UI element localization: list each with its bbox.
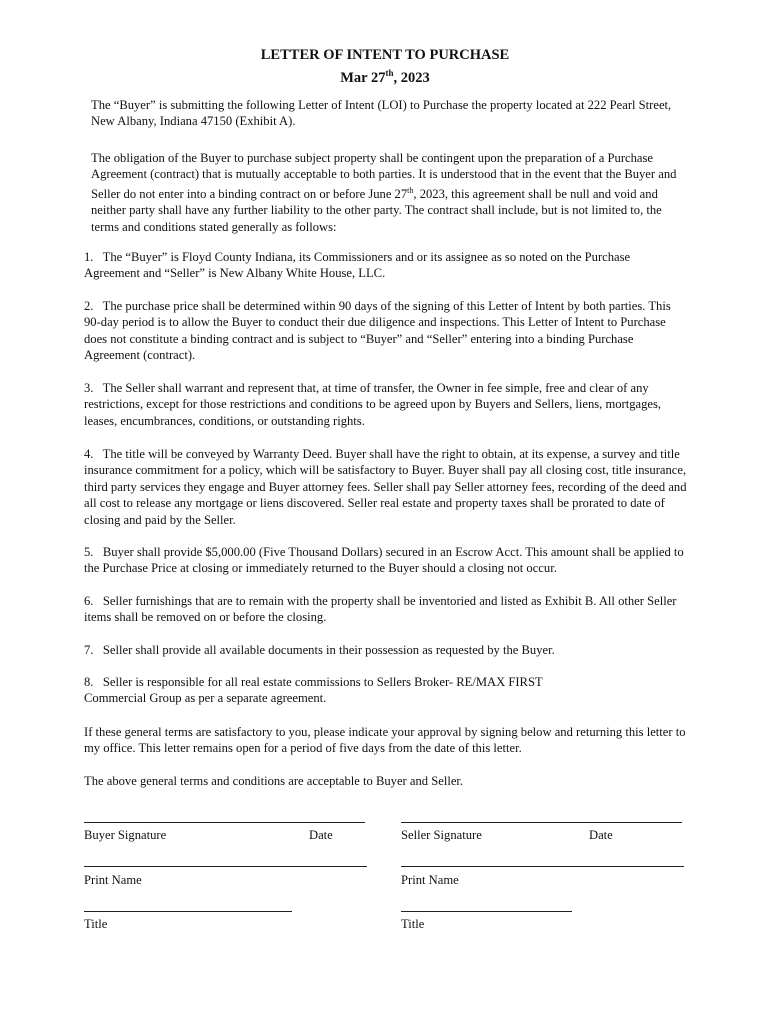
- obligation-ordinal: th: [407, 185, 414, 195]
- document-date: [0, 64, 770, 87]
- seller-title-line[interactable]: [401, 911, 572, 912]
- clause-5: 5. Buyer shall provide $5,000.00 (Five Thousand Dollars) secured in an Escrow Acct. This amount shall be applied to the Purchase Price at closing or immediately returned to the Buyer should a closing not occur.: [84, 545, 684, 576]
- buyer-title-label: Title: [84, 917, 108, 931]
- document-header: [0, 46, 770, 87]
- seller-title-label: Title: [401, 917, 425, 931]
- clause-8: 8. Seller is responsible for all real estate commissions to Sellers Broker- RE/MAX FIRST Commercial Group as per a separate agreement.: [84, 675, 543, 706]
- buyer-print-name-line[interactable]: [84, 866, 367, 867]
- clause-7: 7. Seller shall provide all available documents in their possession as requested by the Buyer.: [84, 643, 555, 657]
- seller-print-name-label: Print Name: [401, 873, 459, 887]
- closing-paragraph: If these general terms are satisfactory to you, please indicate your approval by signing below and returning this letter to my office. This letter remains open for a period of five days from the date of this letter.: [84, 725, 686, 756]
- clause-1: 1. The “Buyer” is Floyd County Indiana, its Commissioners and or its assignee as so noted on the Purchase Agreement and “Seller” is New Albany White House, LLC.: [84, 250, 631, 281]
- seller-print-name-line[interactable]: [401, 866, 684, 867]
- date-suffix: , 2023: [393, 69, 430, 86]
- clause-3: 3. The Seller shall warrant and represent that, at time of transfer, the Owner in fee simple, free and clear of any restrictions, except for those restrictions and conditions to be agreed upon by Buyers and Sellers, liens, mortgages, leases, encumbrances, conditions, or outstanding rights.: [84, 381, 662, 428]
- intro-paragraph: The “Buyer” is submitting the following Letter of Intent (LOI) to Purchase the property located at 222 Pearl Street, New Albany, Indiana 47150 (Exhibit A).: [91, 98, 672, 129]
- date-prefix: Mar 27: [340, 69, 386, 86]
- acceptance-paragraph: The above general terms and conditions are acceptable to Buyer and Seller.: [84, 774, 464, 788]
- seller-signature-line[interactable]: [401, 822, 682, 823]
- buyer-signature-label: Buyer Signature: [84, 828, 167, 842]
- obligation-text-part2: , 2023, this agreement shall be null and void and neither party shall have any further liability to the other party. The contract shall include, but is not limited to, the terms and conditions stated generally as follows:: [91, 187, 662, 234]
- clause-4: 4. The title will be conveyed by Warranty Deed. Buyer shall have the right to obtain, at its expense, a survey and title insurance commitment for a policy, which will be satisfactory to Buyer. Buyer shall pay all closing cost, title insurance, third party services they engage and Buyer attorney fees. Seller shall pay Seller attorney fees, recording of the deed and all cost to release any mortgage or liens discovered. Seller real estate and property taxes shall be prorated to date of closing and paid by the Seller.: [84, 447, 687, 527]
- date-ordinal: th: [385, 68, 394, 78]
- seller-signature-label: Seller Signature: [401, 828, 482, 842]
- seller-date-label: Date: [589, 828, 613, 842]
- obligation-paragraph: [91, 150, 681, 235]
- buyer-signature-line[interactable]: [84, 822, 365, 823]
- buyer-date-label: Date: [309, 828, 333, 842]
- obligation-text-part1: The obligation of the Buyer to purchase subject property shall be contingent upon the preparation of a Purchase Agreement (contract) that is mutually acceptable to both parties. It is understood that in the event that the Buyer and Seller do not enter into a binding contract on or before June 27: [91, 151, 677, 201]
- clause-2: 2. The purchase price shall be determined within 90 days of the signing of this Letter of Intent by both parties. This 90-day period is to allow the Buyer to conduct their due diligence and inspections. This Letter of Intent to Purchase does not constitute a binding contract and is subject to “Buyer” and “Seller” entering into a binding Purchase Agreement (contract).: [84, 299, 671, 363]
- buyer-print-name-label: Print Name: [84, 873, 142, 887]
- buyer-title-line[interactable]: [84, 911, 292, 912]
- clause-6: 6. Seller furnishings that are to remain with the property shall be inventoried and listed as Exhibit B. All other Seller items shall be removed on or before the closing.: [84, 594, 677, 625]
- document-title: LETTER OF INTENT TO PURCHASE: [260, 47, 510, 63]
